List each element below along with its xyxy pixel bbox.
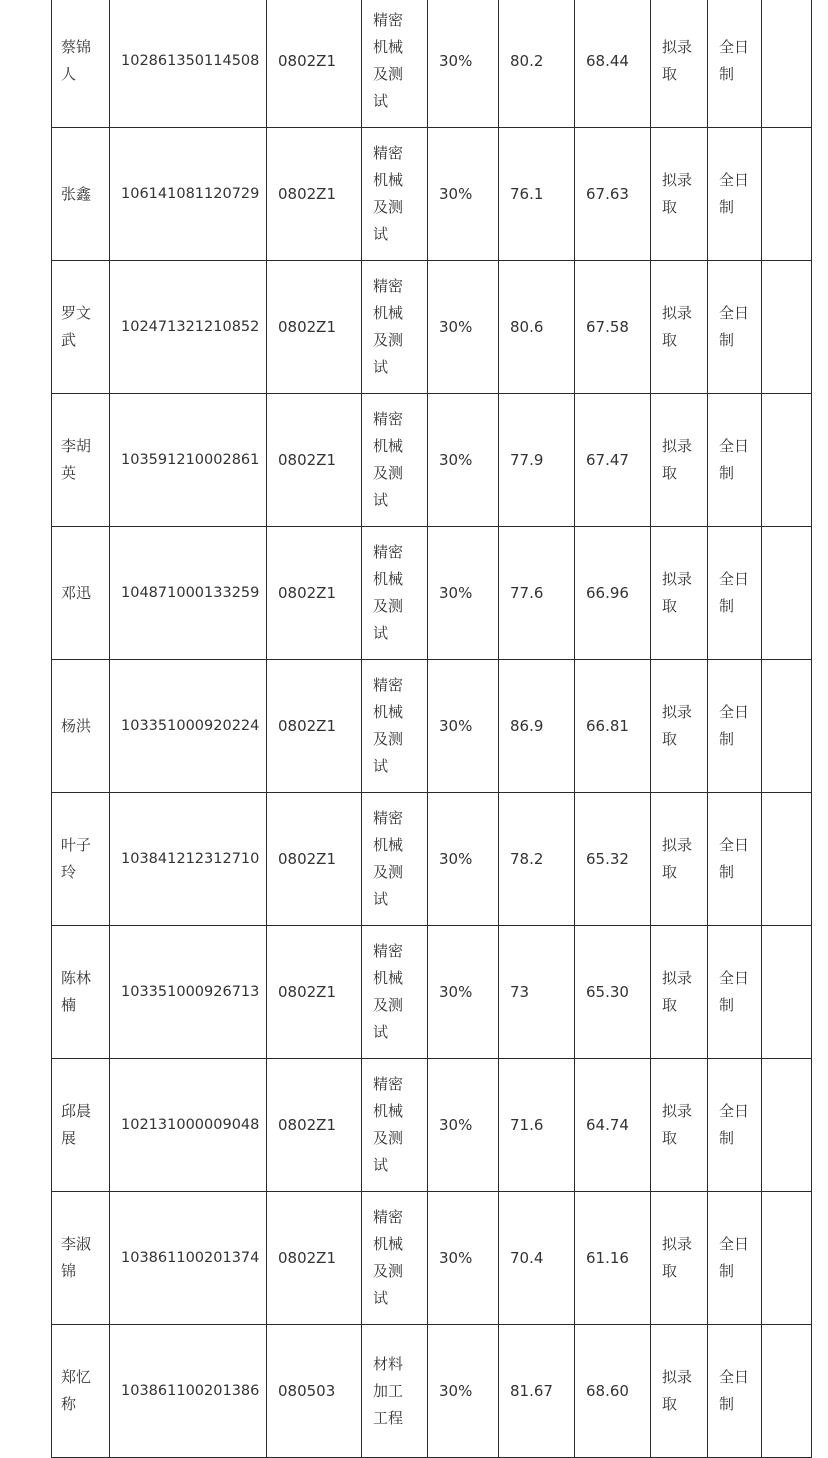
cell-weight: 30% [428, 261, 499, 394]
cell-weight: 30% [428, 926, 499, 1059]
table-row [52, 527, 812, 660]
cell-name: 郑忆称 [52, 1325, 110, 1458]
cell-exam-id: 103351000926713 [110, 926, 267, 1059]
table-row [52, 1192, 812, 1325]
cell-total-score: 65.30 [575, 926, 651, 1059]
cell-total-score: 66.96 [575, 527, 651, 660]
cell-retest-score: 81.67 [499, 1325, 575, 1458]
cell-major-name: 精密机械及测试 [362, 1192, 428, 1325]
cell-status: 拟录取 [651, 527, 708, 660]
cell-major-name: 精密机械及测试 [362, 793, 428, 926]
cell-major-name: 精密机械及测试 [362, 660, 428, 793]
cell-retest-score: 77.9 [499, 394, 575, 527]
cell-status: 拟录取 [651, 261, 708, 394]
cell-major-code: 0802Z1 [267, 261, 362, 394]
table-body [52, 0, 812, 1458]
cell-retest-score: 71.6 [499, 1059, 575, 1192]
cell-major-name: 精密机械及测试 [362, 261, 428, 394]
cell-exam-id: 103841212312710 [110, 793, 267, 926]
table-row [52, 128, 812, 261]
cell-major-name: 精密机械及测试 [362, 527, 428, 660]
cell-exam-id: 103861100201374 [110, 1192, 267, 1325]
cell-study-mode: 全日制 [708, 261, 762, 394]
cell-status: 拟录取 [651, 394, 708, 527]
cell-weight: 30% [428, 660, 499, 793]
cell-name: 李胡英 [52, 394, 110, 527]
cell-total-score: 68.44 [575, 0, 651, 128]
cell-status: 拟录取 [651, 660, 708, 793]
cell-total-score: 67.63 [575, 128, 651, 261]
cell-name: 罗文武 [52, 261, 110, 394]
cell-weight: 30% [428, 394, 499, 527]
cell-total-score: 66.81 [575, 660, 651, 793]
table-row [52, 394, 812, 527]
cell-extra [762, 660, 812, 793]
cell-extra [762, 1325, 812, 1458]
cell-exam-id: 103861100201386 [110, 1325, 267, 1458]
cell-total-score: 68.60 [575, 1325, 651, 1458]
table-row [52, 1325, 812, 1458]
cell-total-score: 67.47 [575, 394, 651, 527]
cell-status: 拟录取 [651, 926, 708, 1059]
cell-study-mode: 全日制 [708, 793, 762, 926]
cell-retest-score: 78.2 [499, 793, 575, 926]
cell-major-code: 080503 [267, 1325, 362, 1458]
cell-extra [762, 1192, 812, 1325]
cell-major-code: 0802Z1 [267, 1192, 362, 1325]
cell-extra [762, 527, 812, 660]
cell-total-score: 64.74 [575, 1059, 651, 1192]
cell-major-code: 0802Z1 [267, 793, 362, 926]
cell-study-mode: 全日制 [708, 1325, 762, 1458]
cell-study-mode: 全日制 [708, 0, 762, 128]
cell-weight: 30% [428, 1325, 499, 1458]
cell-name: 邱晨展 [52, 1059, 110, 1192]
cell-status: 拟录取 [651, 1059, 708, 1192]
cell-study-mode: 全日制 [708, 1059, 762, 1192]
cell-name: 蔡锦人 [52, 0, 110, 128]
cell-weight: 30% [428, 1059, 499, 1192]
cell-major-code: 0802Z1 [267, 527, 362, 660]
cell-extra [762, 0, 812, 128]
cell-major-name: 材料加工工程 [362, 1325, 428, 1458]
cell-extra [762, 793, 812, 926]
cell-status: 拟录取 [651, 0, 708, 128]
cell-exam-id: 104871000133259 [110, 527, 267, 660]
cell-retest-score: 73 [499, 926, 575, 1059]
cell-status: 拟录取 [651, 1325, 708, 1458]
cell-weight: 30% [428, 527, 499, 660]
table-row [52, 926, 812, 1059]
cell-study-mode: 全日制 [708, 926, 762, 1059]
cell-major-name: 精密机械及测试 [362, 128, 428, 261]
cell-major-name: 精密机械及测试 [362, 0, 428, 128]
table-row [52, 0, 812, 128]
cell-status: 拟录取 [651, 793, 708, 926]
cell-extra [762, 394, 812, 527]
cell-study-mode: 全日制 [708, 394, 762, 527]
cell-exam-id: 103591210002861 [110, 394, 267, 527]
cell-extra [762, 926, 812, 1059]
table-row [52, 793, 812, 926]
cell-major-code: 0802Z1 [267, 394, 362, 527]
cell-name: 邓迅 [52, 527, 110, 660]
cell-weight: 30% [428, 0, 499, 128]
cell-major-code: 0802Z1 [267, 926, 362, 1059]
cell-retest-score: 70.4 [499, 1192, 575, 1325]
cell-exam-id: 102131000009048 [110, 1059, 267, 1192]
cell-retest-score: 76.1 [499, 128, 575, 261]
cell-study-mode: 全日制 [708, 527, 762, 660]
cell-study-mode: 全日制 [708, 1192, 762, 1325]
cell-name: 张鑫 [52, 128, 110, 261]
cell-total-score: 61.16 [575, 1192, 651, 1325]
cell-name: 叶子玲 [52, 793, 110, 926]
cell-study-mode: 全日制 [708, 128, 762, 261]
cell-retest-score: 80.2 [499, 0, 575, 128]
cell-total-score: 65.32 [575, 793, 651, 926]
cell-weight: 30% [428, 1192, 499, 1325]
cell-major-name: 精密机械及测试 [362, 1059, 428, 1192]
table-row [52, 1059, 812, 1192]
cell-exam-id: 102471321210852 [110, 261, 267, 394]
cell-name: 杨洪 [52, 660, 110, 793]
cell-major-code: 0802Z1 [267, 128, 362, 261]
table-row [52, 660, 812, 793]
cell-exam-id: 102861350114508 [110, 0, 267, 128]
cell-status: 拟录取 [651, 128, 708, 261]
cell-extra [762, 128, 812, 261]
admissions-table [51, 0, 812, 1458]
table-row [52, 261, 812, 394]
cell-major-code: 0802Z1 [267, 0, 362, 128]
cell-name: 陈林楠 [52, 926, 110, 1059]
cell-retest-score: 86.9 [499, 660, 575, 793]
cell-exam-id: 103351000920224 [110, 660, 267, 793]
cell-major-name: 精密机械及测试 [362, 926, 428, 1059]
cell-extra [762, 261, 812, 394]
cell-retest-score: 80.6 [499, 261, 575, 394]
cell-weight: 30% [428, 128, 499, 261]
cell-status: 拟录取 [651, 1192, 708, 1325]
cell-major-code: 0802Z1 [267, 1059, 362, 1192]
cell-weight: 30% [428, 793, 499, 926]
cell-major-code: 0802Z1 [267, 660, 362, 793]
cell-study-mode: 全日制 [708, 660, 762, 793]
cell-name: 李淑锦 [52, 1192, 110, 1325]
cell-retest-score: 77.6 [499, 527, 575, 660]
cell-major-name: 精密机械及测试 [362, 394, 428, 527]
cell-extra [762, 1059, 812, 1192]
cell-total-score: 67.58 [575, 261, 651, 394]
cell-exam-id: 106141081120729 [110, 128, 267, 261]
